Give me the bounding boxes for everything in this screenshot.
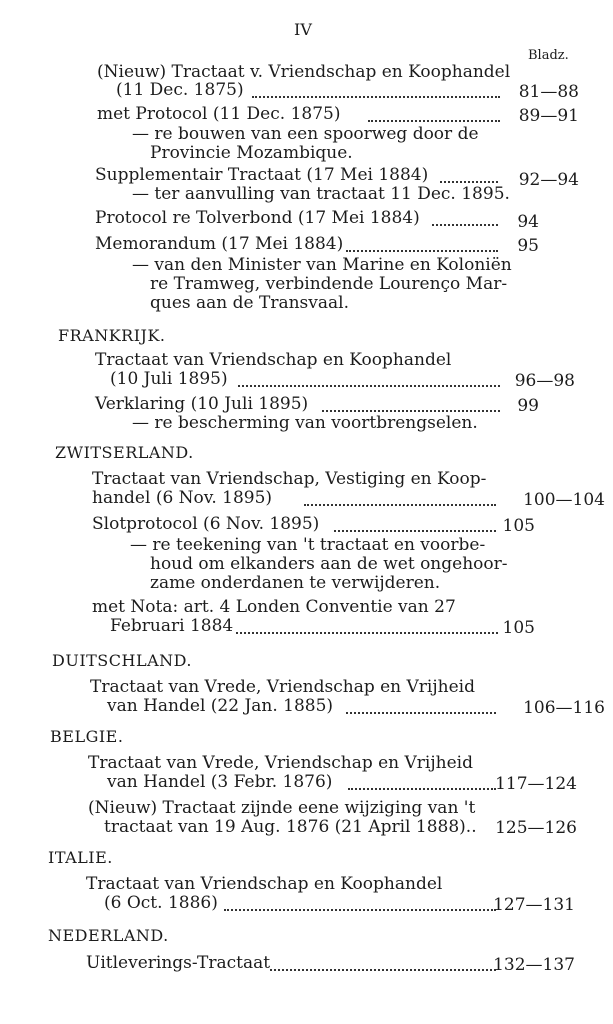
page-number: IV xyxy=(294,20,312,39)
entry-line: (11 Dec. 1875) xyxy=(116,80,244,100)
entry-line: — re bouwen van een spoorweg door de xyxy=(132,124,479,144)
entry-line: — re teekening van 't tractaat en voorbe- xyxy=(130,535,486,555)
entry-line: tractaat van 19 Aug. 1876 (21 April 1888).. xyxy=(104,817,477,837)
leader-dots xyxy=(346,710,496,714)
section-heading: ZWITSERLAND. xyxy=(55,443,194,462)
entry-line: Uitleverings-Tractaat xyxy=(86,953,271,973)
entry-line: zame onderdanen te verwijderen. xyxy=(150,573,441,593)
column-header: Bladz. xyxy=(528,48,569,63)
leader-dots xyxy=(304,502,496,506)
entry-line: Memorandum (17 Mei 1884) xyxy=(95,234,344,254)
entry-line: (Nieuw) Tractaat zijnde eene wijziging van 't xyxy=(88,798,476,818)
entry-line: Protocol re Tolverbond (17 Mei 1884) xyxy=(95,208,420,228)
entry-line: met Protocol (11 Dec. 1875) xyxy=(97,104,341,124)
entry-line: (Nieuw) Tractaat v. Vriendschap en Koophandel xyxy=(97,62,511,82)
entry-line: Tractaat van Vrede, Vriendschap en Vrijheid xyxy=(90,677,475,697)
entry-line: (6 Oct. 1886) xyxy=(104,893,218,913)
section-heading: ITALIE. xyxy=(48,848,113,867)
leader-dots xyxy=(432,222,498,226)
entry-line: Tractaat van Vriendschap en Koophandel xyxy=(86,874,443,894)
leader-dots xyxy=(322,408,500,412)
leader-dots xyxy=(224,907,496,911)
entry-line: handel (6 Nov. 1895) xyxy=(92,488,273,508)
page-range: 92—94 xyxy=(518,170,579,190)
page-range: 132—137 xyxy=(493,955,575,975)
entry-line: Verklaring (10 Juli 1895) xyxy=(95,394,309,414)
entry-line: Februari 1884 xyxy=(110,616,234,636)
leader-dots xyxy=(270,967,496,971)
entry-line: van Handel (22 Jan. 1885) xyxy=(107,696,334,716)
page-range: 96—98 xyxy=(514,371,575,391)
entry-line: houd om elkanders aan de wet ongehoor- xyxy=(150,554,508,574)
entry-line: ques aan de Transvaal. xyxy=(150,293,349,313)
section-heading: BELGIE. xyxy=(50,727,124,746)
page-range: 117—124 xyxy=(495,774,577,794)
entry-line: re Tramweg, verbindende Lourenço Mar- xyxy=(150,274,508,294)
entry-line: Tractaat van Vrede, Vriendschap en Vrijheid xyxy=(88,753,473,773)
page-range: 125—126 xyxy=(495,818,577,838)
leader-dots xyxy=(334,528,496,532)
entry-line: — re bescherming van voortbrengselen. xyxy=(132,413,478,433)
page-range: 89—91 xyxy=(518,106,579,126)
page-range: 106—116 xyxy=(523,698,605,718)
page-range: 105 xyxy=(502,618,535,638)
entry-line: van Handel (3 Febr. 1876) xyxy=(107,772,333,792)
leader-dots xyxy=(252,94,500,98)
entry-line: — van den Minister van Marine en Koloniën xyxy=(132,255,512,275)
leader-dots xyxy=(348,786,496,790)
leader-dots xyxy=(440,179,498,183)
page-range: 105 xyxy=(502,516,535,536)
entry-line: (10 Juli 1895) xyxy=(110,369,228,389)
section-heading: NEDERLAND. xyxy=(48,926,169,945)
leader-dots xyxy=(238,383,500,387)
leader-dots xyxy=(346,248,498,252)
entry-line: Slotprotocol (6 Nov. 1895) xyxy=(92,514,320,534)
page-range: 94 xyxy=(517,212,539,232)
page-range: 127—131 xyxy=(493,895,575,915)
entry-line: Tractaat van Vriendschap, Vestiging en Koop- xyxy=(92,469,487,489)
page-range: 81—88 xyxy=(518,82,579,102)
leader-dots xyxy=(236,630,498,634)
entry-line: met Nota: art. 4 Londen Conventie van 27 xyxy=(92,597,456,617)
page-range: 95 xyxy=(517,236,539,256)
leader-dots xyxy=(368,118,500,122)
page-range: 99 xyxy=(517,396,539,416)
page-range: 100—104 xyxy=(523,490,605,510)
section-heading: FRANKRIJK. xyxy=(58,326,166,345)
entry-line: — ter aanvulling van tractaat 11 Dec. 1895. xyxy=(132,184,510,204)
entry-line: Provincie Mozambique. xyxy=(150,143,353,163)
section-heading: DUITSCHLAND. xyxy=(52,651,192,670)
entry-line: Tractaat van Vriendschap en Koophandel xyxy=(95,350,452,370)
entry-line: Supplementair Tractaat (17 Mei 1884) xyxy=(95,165,429,185)
